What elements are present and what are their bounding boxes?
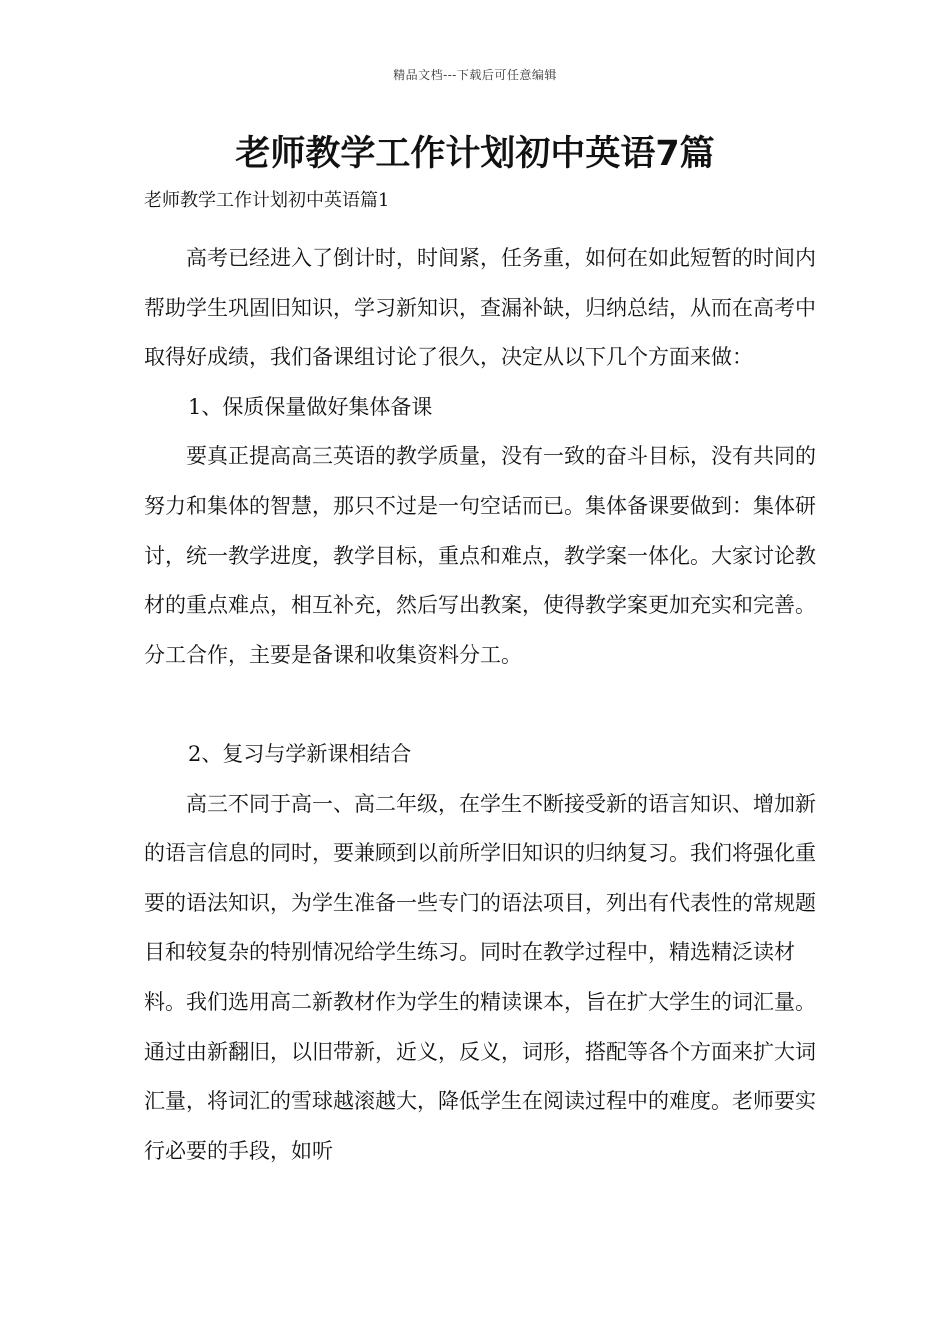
section-heading-1: 1、保质保量做好集体备课: [188, 394, 433, 419]
intro-paragraph: 高考已经进入了倒计时，时间紧，任务重，如何在如此短暂的时间内帮助学生巩固旧知识，学习新知识，查漏补缺，归纳总结，从而在高考中取得好成绩，我们备课组讨论了很久，决定从以下几个方面来做：: [144, 246, 816, 370]
section-2-paragraph: 高三不同于高一、高二年级，在学生不断接受新的语言知识、增加新的语言信息的同时，要兼顾到以前所学旧知识的归纳复习。我们将强化重要的语法知识，为学生准备一些专门的语法项目，列出有代表性的常规题目和较复杂的特别情况给学生练习。同时在教学过程中，精选精泛读材料。我们选用高二新教材作为学生的精读课本，旨在扩大学生的词汇量。通过由新翻旧，以旧带新，近义，反义，词形，搭配等各个方面来扩大词汇量，将词汇的雪球越滚越大，降低学生在阅读过程中的难度。老师要实行必要的手段，如听: [144, 791, 816, 1163]
document-title: 老师教学工作计划初中英语7篇: [235, 134, 715, 174]
section-subtitle: 老师教学工作计划初中英语篇1: [144, 190, 390, 211]
header-note: 精品文档---下载后可任意编辑: [393, 68, 557, 82]
paragraph-spacer: [144, 680, 824, 730]
section-1-paragraph: 要真正提高高三英语的教学质量，没有一致的奋斗目标，没有共同的努力和集体的智慧，那只不过是一句空话而已。集体备课要做到：集体研讨，统一教学进度，教学目标，重点和难点，教学案一体化。大家讨论教材的重点难点，相互补充，然后写出教案，使得教学案更加充实和完善。分工合作，主要是备课和收集资料分工。: [144, 444, 816, 667]
document-body: [144, 186, 824, 1176]
section-heading-2: 2、复习与学新课相结合: [188, 741, 412, 766]
